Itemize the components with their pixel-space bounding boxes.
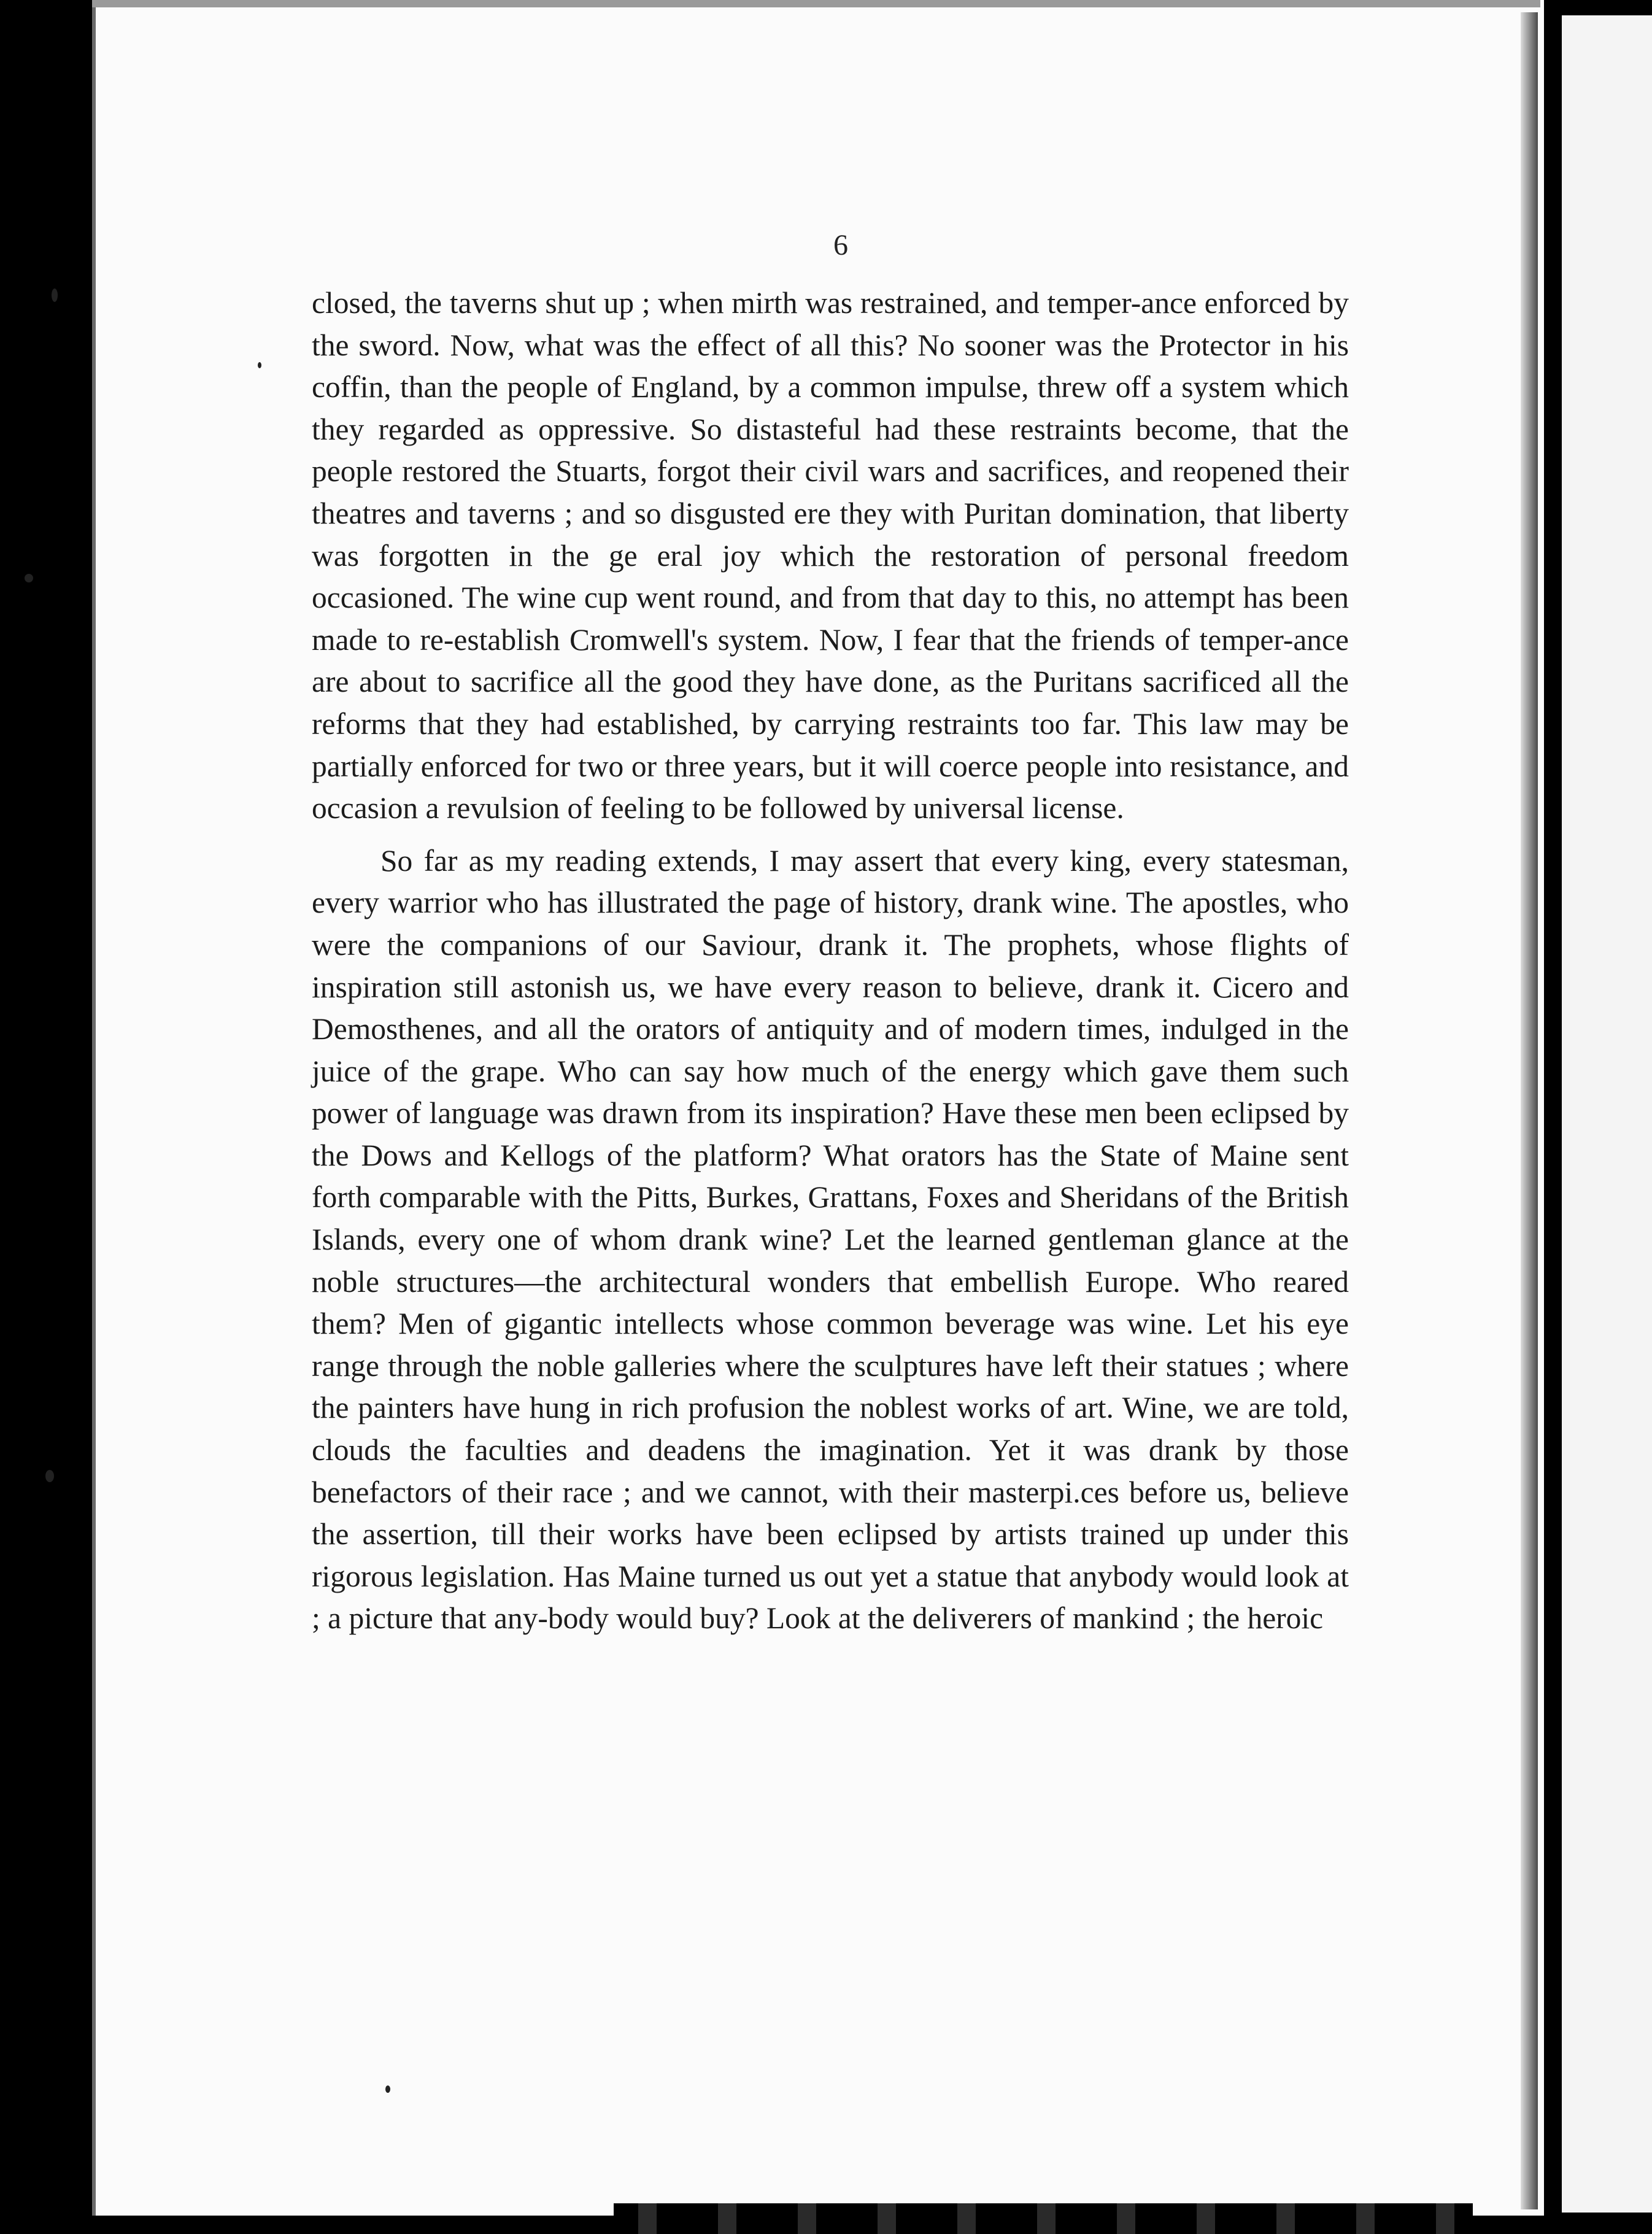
body-text	[312, 282, 1349, 1640]
margin-speck	[385, 2085, 390, 2093]
page-gutter-shadow	[1521, 12, 1538, 2209]
adjacent-page-edge	[1562, 15, 1652, 2213]
paragraph: So far as my reading extends, I may assert that every king, every statesman, every warrior who has illustrated the page of history, drank wine. The apostles, who were the companions of our Saviour, drank it. The prophets, whose flights of inspiration still astonish us, we have every reason to believe, drank it. Cicero and Demosthenes, and all the orators of antiquity and of modern times, indulged in the juice of the grape. Who can say how much of the energy which gave them such power of language was drawn from its inspiration? Have these men been eclipsed by the Dows and Kellogs of the platform? What orators has the State of Maine sent forth comparable with the Pitts, Burkes, Grattans, Foxes and Sheridans of the British Islands, every one of whom drank wine? Let the learned gentleman glance at the noble structures—the architectural wonders that embellish Europe. Who reared them? Men of gigantic intellects whose common beverage was wine. Let his eye range through the noble galleries where the sculptures have left their statues ; where the painters have hung in rich profusion the noblest works of art. Wine, we are told, clouds the faculties and deadens the imagination. Yet it was drank by those benefactors of their race ; and we cannot, with their masterpi.ces before us, believe the assertion, till their works have been eclipsed by artists trained up under this rigorous legislation. Has Maine turned us out yet a statue that anybody would look at ; a picture that any-body would buy? Look at the deliverers of mankind ; the heroic	[312, 843, 1349, 1636]
margin-speck	[258, 362, 261, 368]
margin-speck	[25, 574, 33, 582]
page-top-edge	[92, 0, 1540, 7]
paragraph: closed, the taverns shut up ; when mirth was restrained, and temper-ance enforced by the sword. Now, what was the effect of all this? No sooner was the Protector in his coffin, than the people of England, by a common impulse, threw off a system which they regarded as oppressive. So distasteful had these restraints become, that the people restored the Stuarts, forgot their civil wars and sacrifices, and reopened their theatres and taverns ; and so disgusted ere they with Puritan domination, that liberty was forgotten in the ge eral joy which the restoration of personal freedom occasioned. The wine cup went round, and from that day to this, no attempt has been made to re-establish Cromwell's system. Now, I fear that the friends of temper-ance are about to sacrifice all the good they have done, as the Puritans sacrificed all the reforms that they had established, by carrying restraints too far. This law may be partially enforced for two or three years, but it will coerce people into resistance, and occasion a revulsion of feeling to be followed by universal license.	[312, 286, 1349, 825]
page-number: 6	[833, 229, 848, 261]
scan-bottom-noise	[614, 2203, 1473, 2234]
margin-speck	[45, 1470, 54, 1482]
margin-speck	[52, 288, 58, 302]
